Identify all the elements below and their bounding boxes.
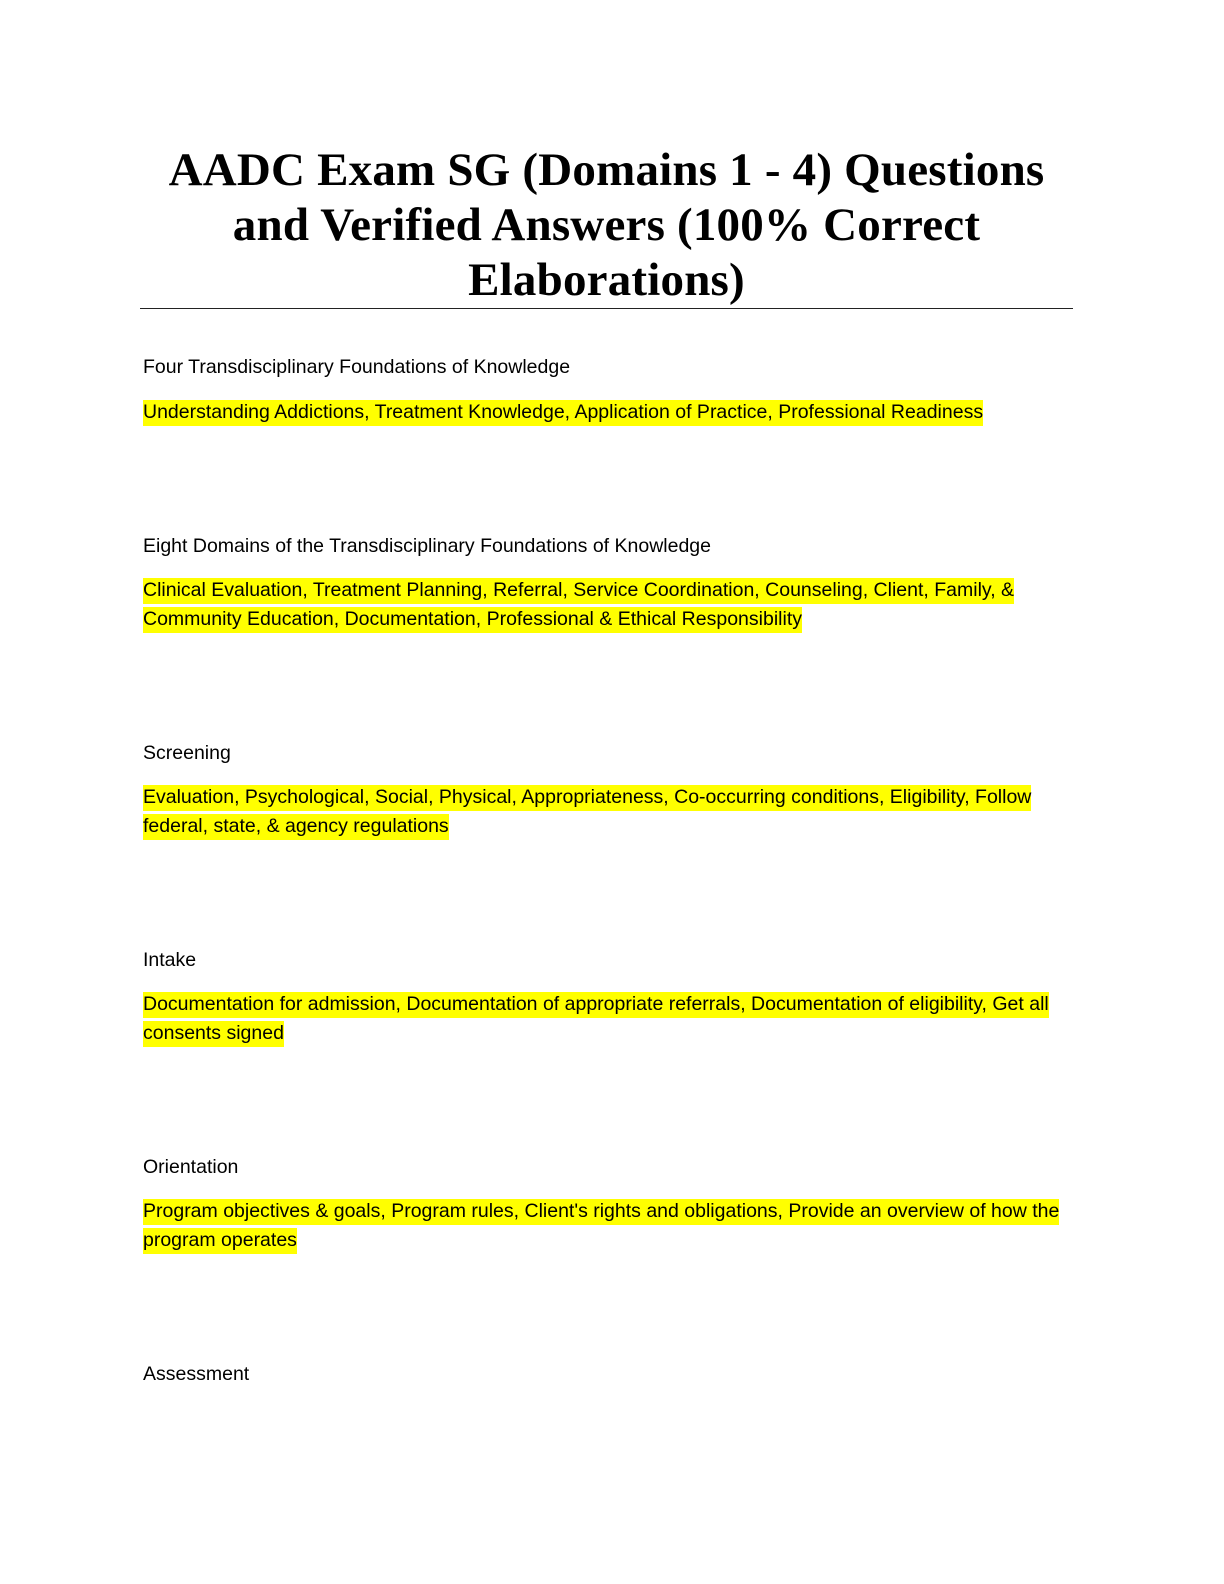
question-assessment: Assessment xyxy=(143,1363,250,1385)
highlighted-answer-text: Understanding Addictions, Treatment Knowledge, Application of Practice, Professional Readiness xyxy=(143,400,983,426)
answer-four-foundations xyxy=(143,398,1078,427)
title-divider xyxy=(140,308,1073,309)
highlighted-answer-text: Program objectives & goals, Program rules, Client's rights and obligations, Provide an overview of how the program operates xyxy=(143,1199,1059,1254)
answer-intake xyxy=(143,990,1078,1048)
question-orientation: Orientation xyxy=(143,1156,239,1178)
question-screening: Screening xyxy=(143,742,231,764)
answer-eight-domains xyxy=(143,576,1078,634)
answer-orientation xyxy=(143,1197,1078,1255)
question-eight-domains: Eight Domains of the Transdisciplinary Foundations of Knowledge xyxy=(143,535,711,557)
answer-screening xyxy=(143,783,1078,841)
highlighted-answer-text: Evaluation, Psychological, Social, Physical, Appropriateness, Co-occurring conditions, Eligibility, Follow federal, state, & agency regulations xyxy=(143,785,1031,840)
question-intake: Intake xyxy=(143,949,197,971)
question-four-foundations: Four Transdisciplinary Foundations of Knowledge xyxy=(143,356,571,378)
document-title: AADC Exam SG (Domains 1 - 4) Questions and Verified Answers (100% Correct Elaborations) xyxy=(168,144,1045,306)
highlighted-answer-text: Clinical Evaluation, Treatment Planning, Referral, Service Coordination, Counseling, Client, Family, & Community Education, Documentation, Professional & Ethical Responsibility xyxy=(143,578,1014,633)
highlighted-answer-text: Documentation for admission, Documentation of appropriate referrals, Documentation of eligibility, Get all consents signed xyxy=(143,992,1049,1047)
